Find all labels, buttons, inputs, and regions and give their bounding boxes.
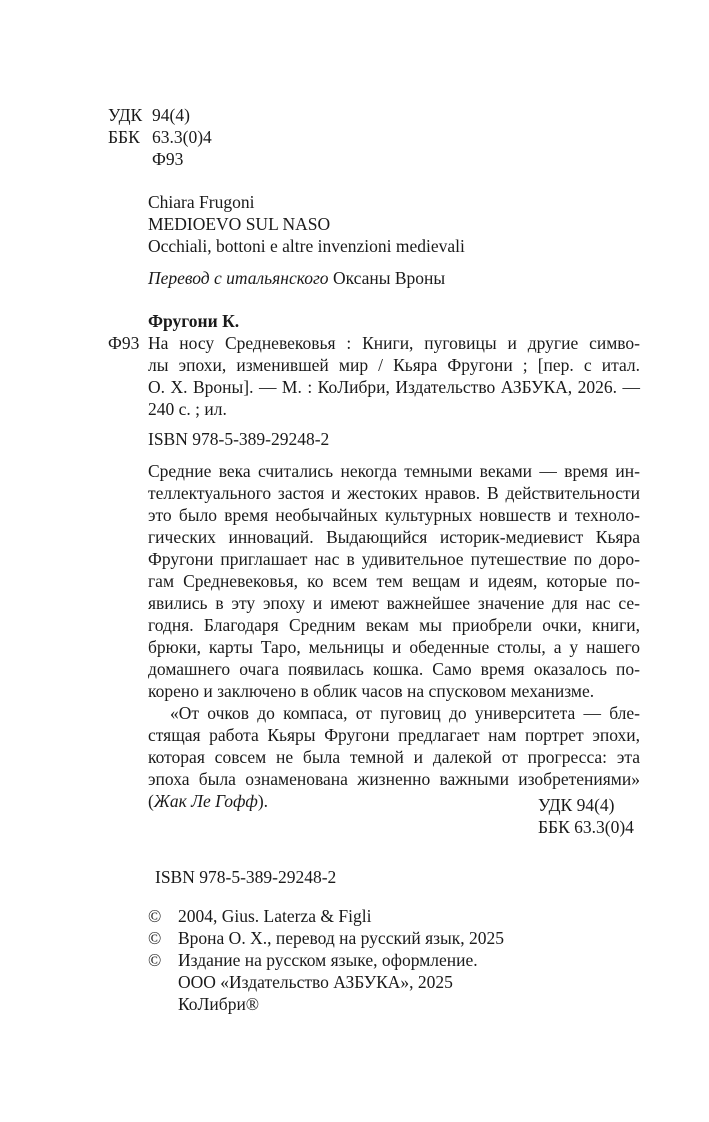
bibliographic-description	[148, 332, 640, 420]
copyright-line	[148, 949, 478, 971]
annotation	[148, 460, 640, 812]
cutter-code: Ф93	[152, 149, 184, 169]
original-title: MEDIOEVO SUL NASO	[148, 214, 331, 234]
bbk-value: 63.3(0)4	[152, 127, 212, 147]
annotation-line: теллектуального застоя и жестоких нравов. В действительности	[148, 483, 640, 503]
copyright-continuation: ООО «Издательство АЗБУКА», 2025	[178, 972, 453, 992]
bbk-label: ББК	[108, 127, 140, 147]
quote-author: Жак Ле Гофф	[153, 791, 258, 811]
annotation-line: явились в эту эпоху и имеют важнейшее значение для нас се-	[148, 593, 640, 613]
annotation-line: «От очков до компаса, от пуговиц до университета — бле-	[170, 703, 640, 723]
footer-bbk: ББК 63.3(0)4	[538, 817, 634, 837]
quote-attribution: (Жак Ле Гофф).	[148, 791, 269, 811]
copyright-line	[148, 927, 504, 949]
isbn-record: ISBN 978-5-389-29248-2	[148, 429, 330, 449]
annotation-line: корено и заключено в облик часов на спусковом механизме.	[148, 681, 595, 701]
original-author: Chiara Frugoni	[148, 192, 255, 212]
annotation-line: Фругони приглашает нас в удивительное путешествие по доро-	[148, 549, 640, 569]
copyright-text: Врона О. Х., перевод на русский язык, 2025	[178, 928, 505, 948]
annotation-line: домашнего очага появилась кошка. Само время оказалось по-	[148, 659, 640, 679]
publisher-imprint: КоЛибри®	[178, 994, 260, 1014]
copyright-sign: ©	[148, 906, 162, 926]
annotation-line: годня. Благодаря Средним векам мы приобрели очки, книги,	[148, 615, 640, 635]
isbn-bottom: ISBN 978-5-389-29248-2	[155, 867, 337, 887]
copyright-line	[148, 905, 371, 927]
translator-name: Оксаны Вроны	[332, 268, 446, 288]
copyright-sign: ©	[148, 928, 162, 948]
annotation-line: брюки, карты Таро, мельницы и обеденные столы, а у нашего	[148, 637, 640, 657]
biblio-line: 240 с. ; ил.	[148, 399, 227, 419]
annotation-line: Средние века считались некогда темными веками — время ин-	[148, 461, 640, 481]
translator-credit	[148, 267, 445, 289]
biblio-line: О. Х. Вроны]. — М. : КоЛибри, Издательство АЗБУКА, 2026. —	[148, 377, 640, 397]
record-cutter: Ф93	[108, 333, 140, 353]
original-subtitle: Occhiali, bottoni e altre invenzioni medievali	[148, 236, 465, 256]
annotation-line: стящая работа Кьяры Фругони предлагает нам портрет эпохи,	[148, 725, 640, 745]
annotation-line: эпоха была ознаменована жизненно важными изобретениями»	[148, 769, 640, 789]
footer-udk: УДК 94(4)	[538, 795, 615, 815]
biblio-line: лы эпохи, изменившей мир / Кьяра Фругони ; [пер. с итал.	[148, 355, 640, 375]
annotation-line: гам Средневековья, ко всем тем вещам и идеям, которые по-	[148, 571, 640, 591]
udk-value: 94(4)	[152, 105, 190, 125]
copyright-sign: ©	[148, 950, 162, 970]
translator-role: Перевод с итальянского	[148, 268, 329, 288]
copyright-text: Издание на русском языке, оформление.	[178, 950, 478, 970]
biblio-line: На носу Средневековья : Книги, пуговицы и другие симво-	[148, 333, 640, 353]
author-heading: Фругони К.	[148, 311, 240, 331]
annotation-line: гических инноваций. Выдающийся историк-медиевист Кьяра	[148, 527, 640, 547]
copyright-text: 2004, Gius. Laterza & Figli	[178, 906, 372, 926]
annotation-line: которая совсем не была темной и далекой от прогресса: эта	[148, 747, 640, 767]
annotation-line: это было время необычайных культурных новшеств и техноло-	[148, 505, 640, 525]
udk-label: УДК	[108, 105, 143, 125]
